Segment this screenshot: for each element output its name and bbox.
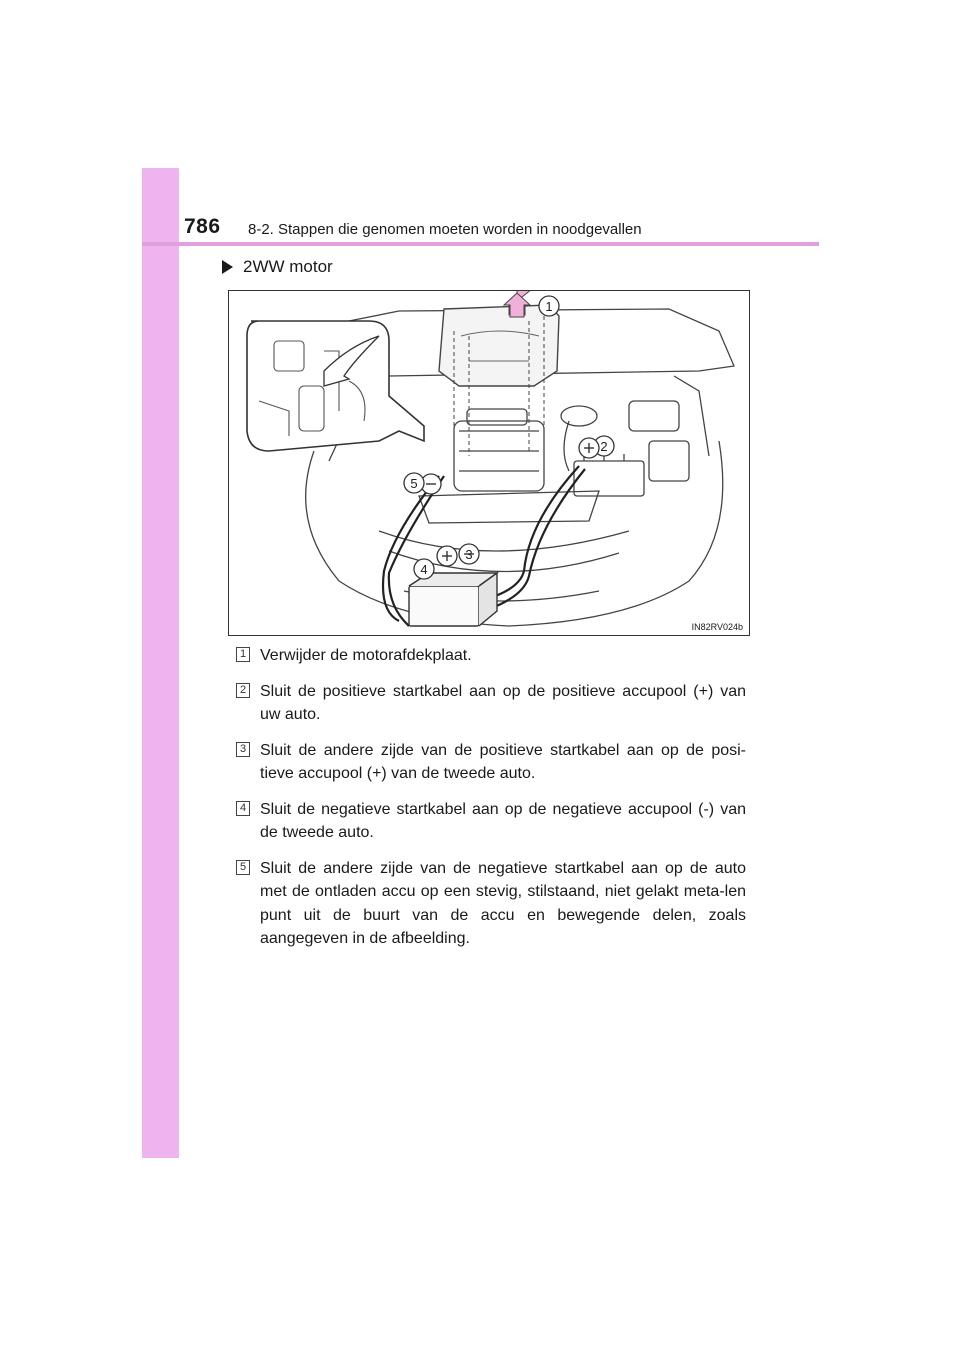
side-tab-band [142, 168, 179, 1158]
step-item [236, 857, 746, 951]
section-heading [222, 257, 333, 277]
step-text: Verwijder de motorafdekplaat. [260, 647, 472, 664]
step-text: Sluit de andere zijde van de negatieve startkabel aan op de auto met de ontladen accu op een stevig, stilstaand, niet gelakt meta-len punt uit de buurt van de accu en bewegende delen, zoals aangegeven in de afbeelding. [260, 859, 746, 947]
callout-1: 1 [545, 299, 553, 314]
step-item [236, 644, 746, 668]
step-number: 3 [236, 742, 250, 757]
figure-code: IN82RV024b [691, 622, 743, 632]
step-text: Sluit de negatieve startkabel aan op de negatieve accupool (-) van de tweede auto. [260, 800, 746, 841]
step-item [236, 739, 746, 786]
page-number: 786 [184, 215, 221, 238]
callout-4: 4 [420, 562, 428, 577]
engine-bay-illustration [228, 290, 750, 636]
step-item [236, 680, 746, 727]
step-number: 5 [236, 860, 250, 875]
step-number: 2 [236, 683, 250, 698]
step-number: 1 [236, 647, 250, 662]
step-item [236, 798, 746, 845]
step-text: Sluit de positieve startkabel aan op de positieve accupool (+) van uw auto. [260, 682, 746, 723]
callout-2: 2 [600, 439, 608, 454]
step-number: 4 [236, 801, 250, 816]
callout-5: 5 [410, 476, 418, 491]
header-rule [142, 242, 819, 246]
chapter-title: 8-2. Stappen die genomen moeten worden in noodgevallen [248, 221, 642, 238]
engine-bay-drawing [229, 291, 748, 634]
section-heading-text: 2WW motor [243, 257, 333, 276]
callout-3: 3 [465, 547, 473, 562]
step-list [236, 644, 746, 963]
triangle-bullet-icon [222, 260, 233, 274]
step-text: Sluit de andere zijde van de positieve startkabel aan op de posi-tieve accupool (+) van de tweede auto. [260, 741, 746, 782]
